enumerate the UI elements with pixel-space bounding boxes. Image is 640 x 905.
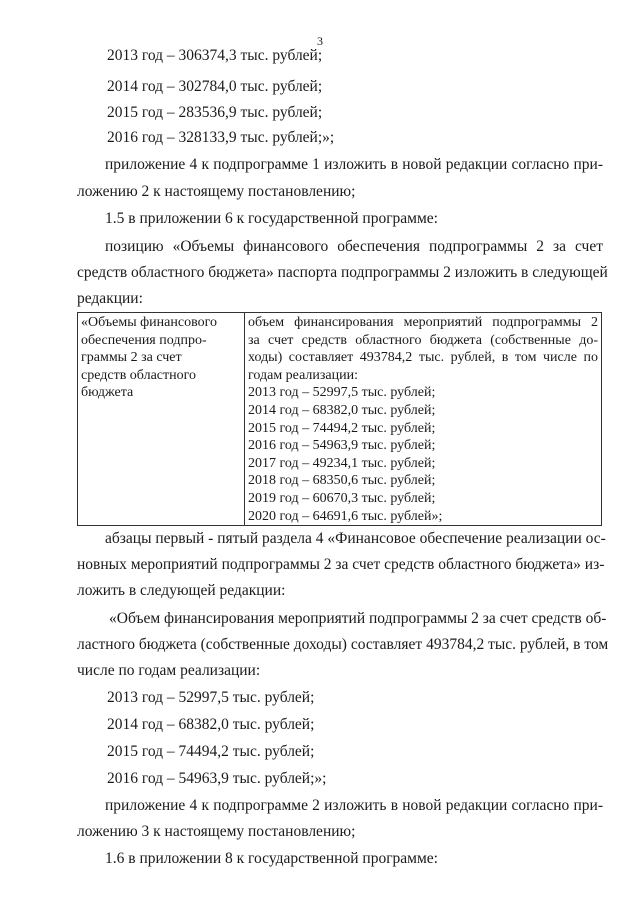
year-line: 2014 год – 302784,0 тыс. рублей; xyxy=(107,78,323,95)
table-year-line: 2017 год – 49234,1 тыс. рублей; xyxy=(248,455,436,471)
paragraph-line: ластного бюджета (собственные доходы) составляет 493784,2 тыс. рублей, в том xyxy=(77,636,609,653)
paragraph-line: позицию «Объемы финансового обеспечения подпрограммы 2 за счет xyxy=(105,238,603,255)
year-line: 2016 год – 328133,9 тыс. рублей;»; xyxy=(107,129,335,146)
paragraph-line: новных мероприятий подпрограммы 2 за счет средств областного бюджета» из- xyxy=(77,556,605,573)
paragraph-line: «Объем финансирования мероприятий подпрограммы 2 за счет средств об- xyxy=(109,610,607,627)
page-number: 3 xyxy=(317,34,323,48)
table-left-line: средств областного xyxy=(81,367,197,383)
table-left-cell xyxy=(78,313,245,526)
item-heading: 1.5 в приложении 6 к государственной программе: xyxy=(105,210,438,227)
table-year-line: 2020 год – 64691,6 тыс. рублей»; xyxy=(248,508,443,524)
table-right-line: ходы) составляет 493784,2 тыс. рублей, в том числе по xyxy=(248,350,598,366)
table-left-line: бюджета xyxy=(81,385,134,401)
item-heading: 1.6 в приложении 8 к государственной программе: xyxy=(105,850,438,867)
table-right-line: за счет средств областного бюджета (собственные до- xyxy=(248,332,598,348)
paragraph-line: ложению 2 к настоящему постановлению; xyxy=(77,183,356,200)
table-year-line: 2015 год – 74494,2 тыс. рублей; xyxy=(248,420,436,436)
year-line: 2015 год – 283536,9 тыс. рублей; xyxy=(107,104,323,121)
table-right-cell xyxy=(245,313,602,526)
table-year-line: 2016 год – 54963,9 тыс. рублей; xyxy=(248,438,436,454)
table-year-line: 2018 год – 68350,6 тыс. рублей; xyxy=(248,473,436,489)
year-line: 2015 год – 74494,2 тыс. рублей; xyxy=(107,743,315,760)
passport-table xyxy=(77,312,602,526)
paragraph-line: ложению 3 к настоящему постановлению; xyxy=(77,823,356,840)
table-left-line: «Объемы финансового xyxy=(81,315,217,330)
table-right-line: объем финансирования мероприятий подпрограммы 2 xyxy=(248,315,598,330)
paragraph-line: ложить в следующей редакции: xyxy=(77,582,286,599)
year-line: 2013 год – 306374,3 тыс. рублей; xyxy=(107,47,323,64)
paragraph-line: средств областного бюджета» паспорта подпрограммы 2 изложить в следующей xyxy=(77,264,608,281)
year-line: 2014 год – 68382,0 тыс. рублей; xyxy=(107,716,315,733)
year-line: 2013 год – 52997,5 тыс. рублей; xyxy=(107,689,315,706)
paragraph-line: приложение 4 к подпрограмме 2 изложить в новой редакции согласно при- xyxy=(105,797,603,814)
paragraph-line: абзацы первый - пятый раздела 4 «Финансовое обеспечение реализации ос- xyxy=(105,530,606,547)
paragraph-line: приложение 4 к подпрограмме 1 изложить в новой редакции согласно при- xyxy=(105,156,603,173)
paragraph-line: числе по годам реализации: xyxy=(77,662,261,679)
table-left-line: обеспечения подпро- xyxy=(81,332,207,348)
year-line: 2016 год – 54963,9 тыс. рублей;»; xyxy=(107,770,327,787)
table-left-line: граммы 2 за счет xyxy=(81,350,182,366)
paragraph-line: редакции: xyxy=(77,290,143,307)
table-year-line: 2014 год – 68382,0 тыс. рублей; xyxy=(248,402,436,418)
table-right-line: годам реализации: xyxy=(248,367,358,383)
table-year-line: 2013 год – 52997,5 тыс. рублей; xyxy=(248,385,436,401)
table-year-line: 2019 год – 60670,3 тыс. рублей; xyxy=(248,490,436,506)
